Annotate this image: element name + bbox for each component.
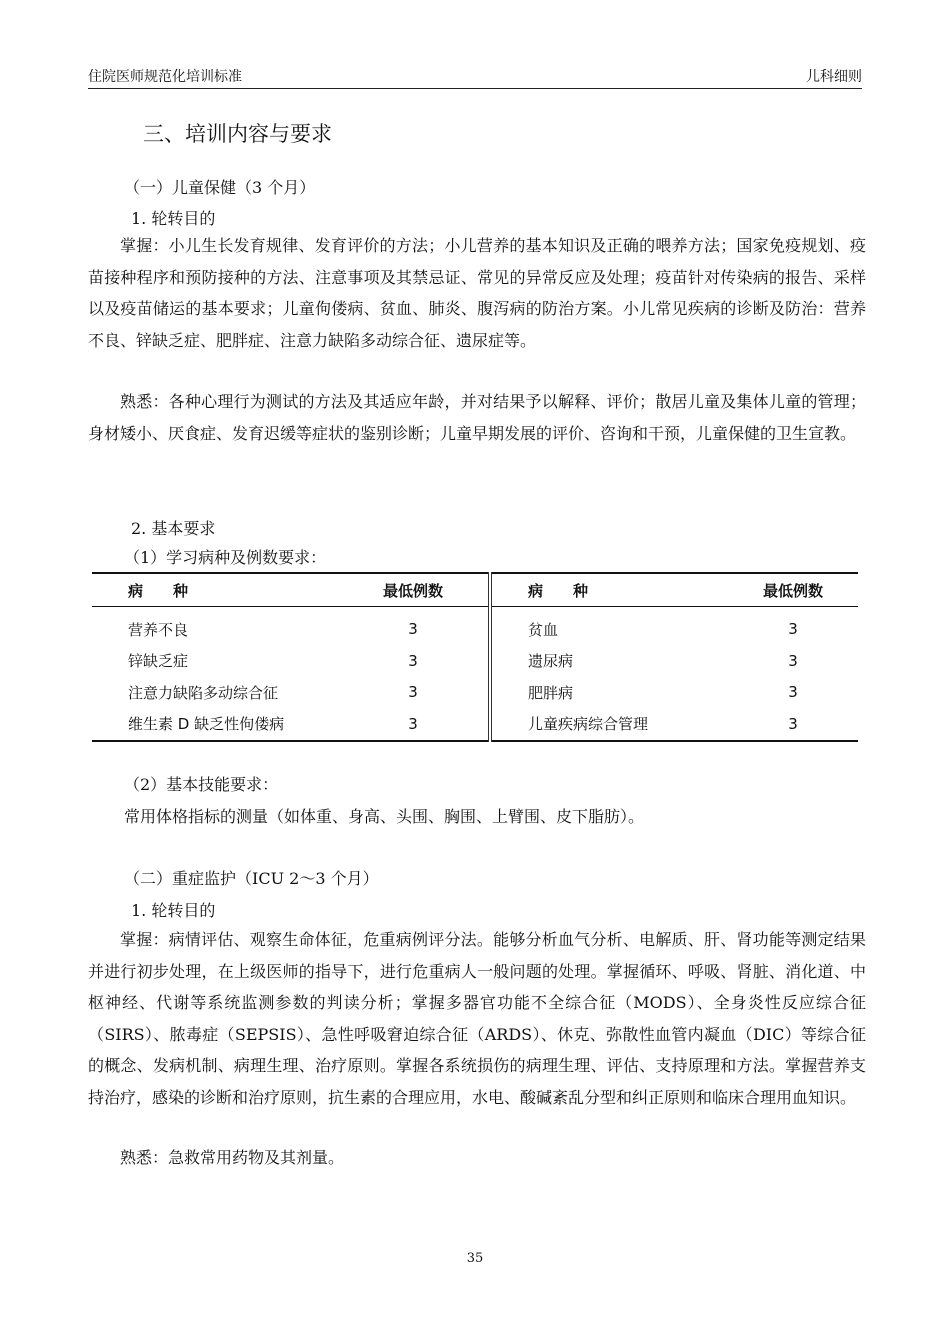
part2-familiar-paragraph: 熟悉：急救常用药物及其剂量。 xyxy=(120,1148,345,1167)
part1-master-paragraph: 掌握：小儿生长发育规律、发育评价的方法；小儿营养的基本知识及正确的喂养方法；国家免疫规划、疫苗接种程序和预防接种的方法、注意事项及其禁忌证、常见的异常反应及处理；疫苗针对传染病的报告、采样以及疫苗储运的基本要求；儿童佝偻病、贫血、肺炎、腹泻病的防治方案。小儿常见疾病的诊断及防治：营养不良、锌缺乏症、肥胖症、注意力缺陷多动综合征、遗尿症等。 xyxy=(88,236,866,350)
part1-familiar-paragraph: 熟悉：各种心理行为测试的方法及其适应年龄，并对结果予以解释、评价；散居儿童及集体儿童的管理；身材矮小、厌食症、发育迟缓等症状的鉴别诊断；儿童早期发展的评价、咨询和干预，儿童保健的卫生宣教。 xyxy=(88,392,866,443)
table-row xyxy=(92,607,858,646)
table-cell: 3 xyxy=(788,651,798,670)
part2-sub1: 1. 轮转目的 xyxy=(131,901,216,920)
disease-requirements-table xyxy=(92,572,858,742)
page-number: 35 xyxy=(466,1251,484,1266)
part1-skills: 常用体格指标的测量（如体重、身高、头围、胸围、上臂围、皮下脂肪）。 xyxy=(124,807,645,826)
part1-req1: （1）学习病种及例数要求： xyxy=(124,548,327,567)
table-cell: 3 xyxy=(788,714,798,733)
table-header: 病 种 xyxy=(490,573,728,607)
table-cell: 贫血 xyxy=(528,620,559,639)
part2-title: （二）重症监护（ICU 2～3 个月） xyxy=(124,869,379,888)
table-row xyxy=(92,708,858,741)
table-cell: 3 xyxy=(338,645,490,677)
header-left-title: 住院医师规范化培训标准 xyxy=(88,69,242,85)
part1-title: （一）儿童保健（3 个月） xyxy=(124,178,316,197)
table-cell: 维生素 D 缺乏性佝偻病 xyxy=(128,715,285,734)
part1-req2: （2）基本技能要求： xyxy=(124,775,279,794)
table-cell: 营养不良 xyxy=(128,620,189,639)
table-cell: 3 xyxy=(338,607,490,646)
table-header: 最低例数 xyxy=(338,573,490,607)
table-cell: 3 xyxy=(338,708,490,741)
header-right-title: 儿科细则 xyxy=(806,69,862,85)
table-cell: 3 xyxy=(788,683,798,702)
table-cell: 肥胖病 xyxy=(528,683,574,702)
table-row xyxy=(92,677,858,709)
header-divider xyxy=(88,88,862,89)
table-cell: 遗尿病 xyxy=(528,652,574,671)
part1-sub1: 1. 轮转目的 xyxy=(131,209,216,228)
part1-sub2: 2. 基本要求 xyxy=(131,519,216,538)
table-cell: 3 xyxy=(338,677,490,709)
part2-master-paragraph: 掌握：病情评估、观察生命体征，危重病例评分法。能够分析血气分析、电解质、肝、肾功能等测定结果并进行初步处理，在上级医师的指导下，进行危重病人一般问题的处理。掌握循环、呼吸、肾脏、消化道、中枢神经、代谢等系统监测参数的判读分析；掌握多器官功能不全综合征（MODS）、全身炎性反应综合征（SIRS）、脓毒症（SEPSIS）、急性呼吸窘迫综合征（ARDS）、休克、弥散性血管内凝血（DIC）等综合征的概念、发病机制、病理生理、治疗原则。掌握各系统损伤的病理生理、评估、支持原理和方法。掌握营养支持治疗，感染的诊断和治疗原则，抗生素的合理应用，水电、酸碱紊乱分型和纠正原则和临床合理用血知识。 xyxy=(88,930,866,1107)
section-title: 三、培训内容与要求 xyxy=(143,122,332,146)
table-header-row xyxy=(92,573,858,607)
table-cell: 锌缺乏症 xyxy=(128,652,189,671)
table-cell: 注意力缺陷多动综合征 xyxy=(128,683,279,702)
table-header: 最低例数 xyxy=(728,573,858,607)
table-row xyxy=(92,645,858,677)
table-cell: 儿童疾病综合管理 xyxy=(528,715,649,734)
table-header: 病 种 xyxy=(92,573,338,607)
table-cell: 3 xyxy=(788,620,798,638)
